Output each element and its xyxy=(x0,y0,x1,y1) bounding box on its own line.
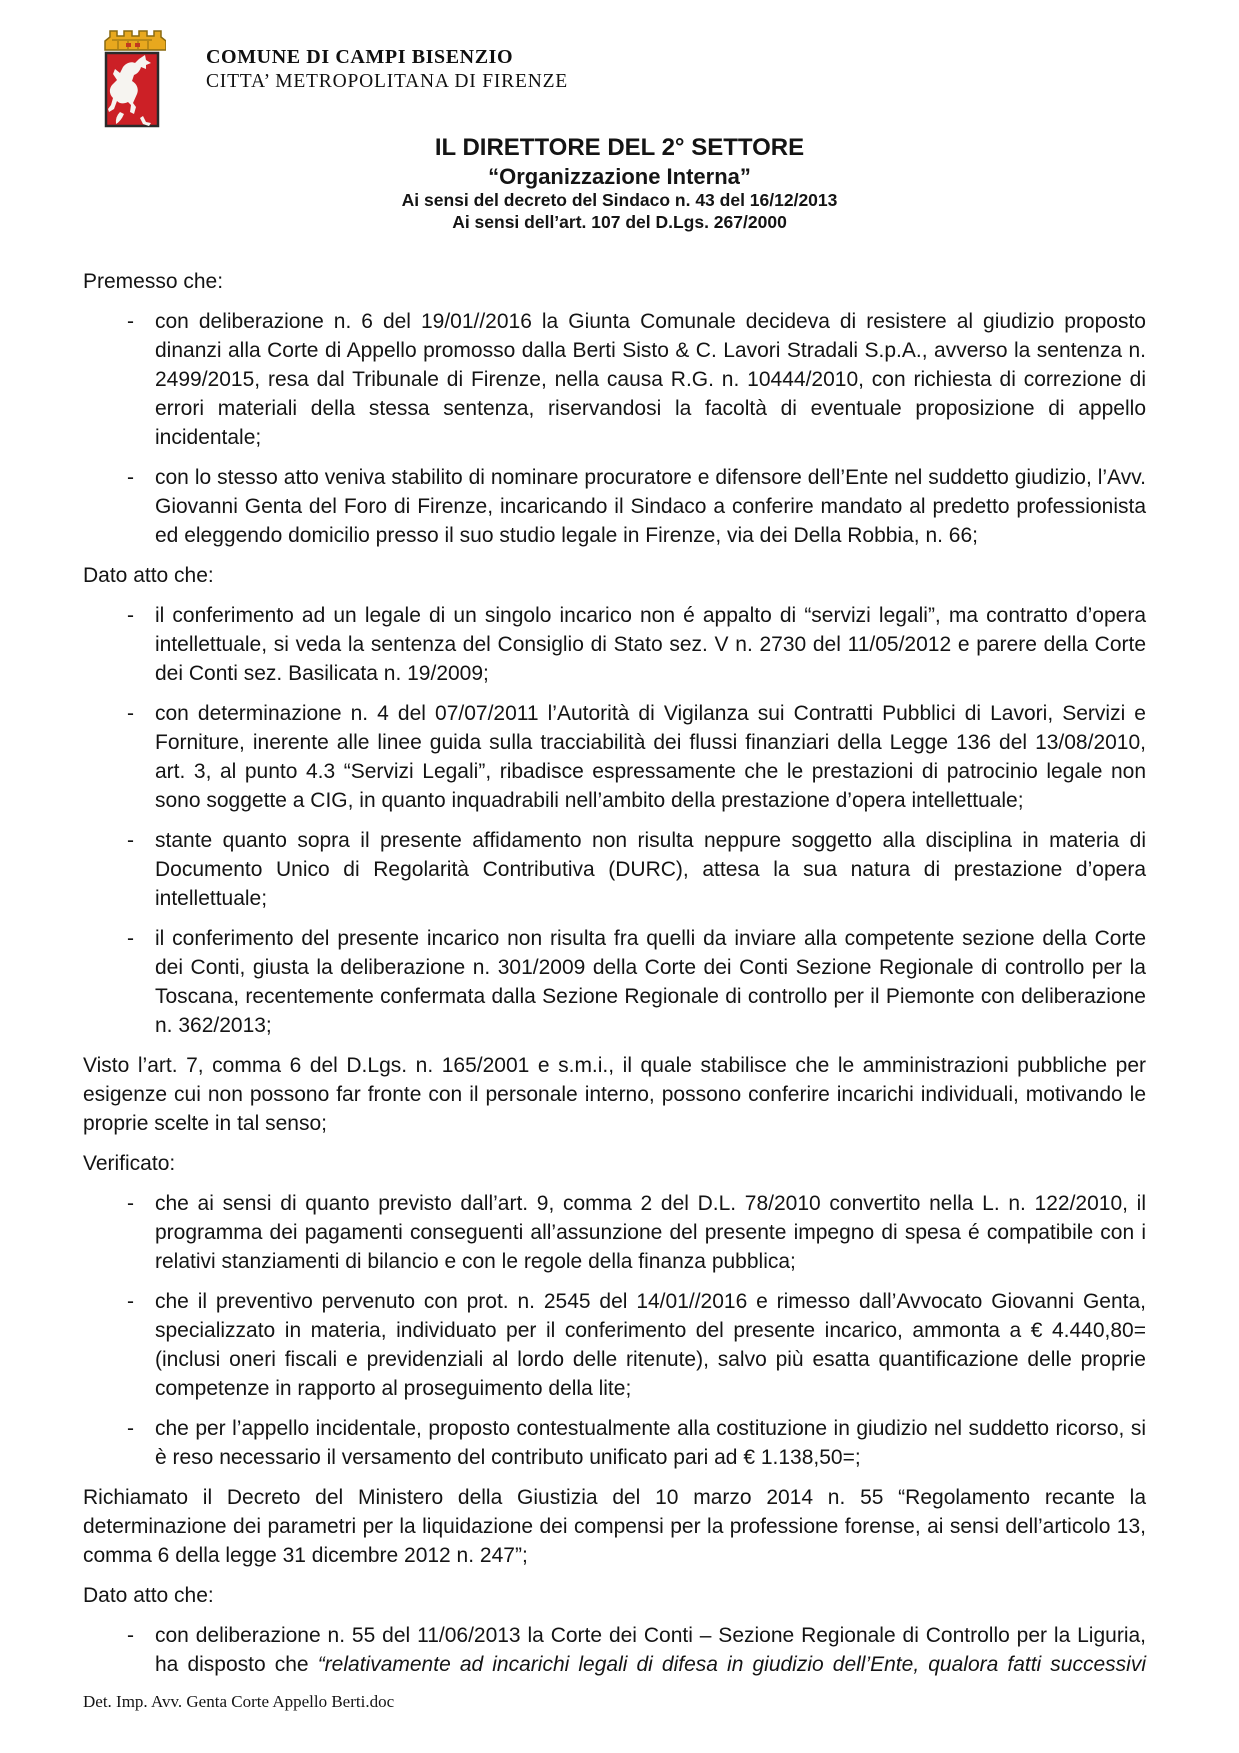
document-body xyxy=(83,267,1146,1690)
letterhead xyxy=(98,26,568,128)
body-paragraph: Verificato: xyxy=(83,1152,176,1175)
bullet-text-italic: “relativamente ad incarichi legali di difesa in giudizio dell’Ente, qualora fatti successivi xyxy=(317,1653,1147,1676)
title-reference-2: Ai sensi dell’art. 107 del D.Lgs. 267/2000 xyxy=(452,212,787,232)
crown-icon xyxy=(105,31,166,50)
bullet-item xyxy=(83,1621,1146,1679)
body-paragraph: Dato atto che: xyxy=(83,1584,214,1607)
bullet-item xyxy=(83,826,1146,913)
bullet-item xyxy=(83,463,1146,550)
bullet-text: con deliberazione n. 55 del 11/06/2013 la Corte dei Conti – Sezione Regionale di Controllo per la Liguria, ha disposto che xyxy=(155,1624,1146,1676)
bullet-dash: - xyxy=(127,927,134,950)
bullet-item xyxy=(83,601,1146,688)
body-paragraph: Richiamato il Decreto del Ministero della Giustizia del 10 marzo 2014 n. 55 “Regolamento recante la determinazione dei parametri per la liquidazione dei compensi per la professione forense, ai sensi dell’articolo 13, comma 6 della legge 31 dicembre 2012 n. 247”; xyxy=(83,1486,1146,1567)
footer-filename: Det. Imp. Avv. Genta Corte Appello Berti.doc xyxy=(83,1692,395,1711)
bullet-dash: - xyxy=(127,310,134,333)
title-block xyxy=(0,134,1239,233)
bullet-dash: - xyxy=(127,604,134,627)
org-subtitle: CITTA’ METROPOLITANA DI FIRENZE xyxy=(206,71,568,92)
bullet-item xyxy=(83,699,1146,815)
bullet-text: che il preventivo pervenuto con prot. n. 2545 del 14/01//2016 e rimesso dall’Avvocato Giovanni Genta, specializzato in materia, individuato per il conferimento del presente incarico, ammonta a € 4.440,80= (inclusi oneri fiscali e previdenziali al lordo delle ritenute), salvo più esatta quantificazione delle proprie competenze in rapporto al proseguimento della lite; xyxy=(155,1290,1146,1400)
bullet-item xyxy=(83,1287,1146,1403)
bullet-text: stante quanto sopra il presente affidamento non risulta neppure soggetto alla disciplina in materia di Documento Unico di Regolarità Contributiva (DURC), attesa la sua natura di prestazione d’opera intellettuale; xyxy=(155,829,1146,910)
bullet-item xyxy=(83,307,1146,452)
bullet-item xyxy=(83,1414,1146,1472)
bullet-text: il conferimento ad un legale di un singolo incarico non é appalto di “servizi legali”, ma contratto d’opera intellettuale, si veda la sentenza del Consiglio di Stato sez. V n. 2730 del 11/05/2012 e parere della Corte dei Conti sez. Basilicata n. 19/2009; xyxy=(155,604,1146,685)
municipal-coat-of-arms-icon xyxy=(98,26,166,128)
bullet-dash: - xyxy=(127,1192,134,1215)
title-reference-1: Ai sensi del decreto del Sindaco n. 43 del 16/12/2013 xyxy=(401,190,838,210)
bullet-dash: - xyxy=(127,702,134,725)
bullet-item xyxy=(83,924,1146,1040)
bullet-dash: - xyxy=(127,1290,134,1313)
body-paragraph: Premesso che: xyxy=(83,270,224,293)
bullet-item xyxy=(83,1189,1146,1276)
document-title: IL DIRETTORE DEL 2° SETTORE xyxy=(434,134,805,161)
bullet-text: che ai sensi di quanto previsto dall’art. 9, comma 2 del D.L. 78/2010 convertito nella L. n. 122/2010, il programma dei pagamenti conseguenti all’assunzione del presente impegno di spesa é compatibile con i relativi stanziamenti di bilancio e con le regole della finanza pubblica; xyxy=(155,1192,1146,1273)
bullet-text: con determinazione n. 4 del 07/07/2011 l’Autorità di Vigilanza sui Contratti Pubblici di Lavori, Servizi e Forniture, inerente alle linee guida sulla tracciabilità dei flussi finanziari della Legge 136 del 13/08/2010, art. 3, al punto 4.3 “Servizi Legali”, ribadisce espressamente che le prestazioni di patrocinio legale non sono soggette a CIG, in quanto inquadrabili nell’ambito della prestazione d’opera intellettuale; xyxy=(155,702,1146,812)
bullet-text: con deliberazione n. 6 del 19/01//2016 la Giunta Comunale decideva di resistere al giudizio proposto dinanzi alla Corte di Appello promosso dalla Berti Sisto & C. Lavori Stradali S.p.A., avverso la sentenza n. 2499/2015, resa dal Tribunale di Firenze, nella causa R.G. n. 10444/2010, con richiesta di correzione di errori materiali della stessa sentenza, riservandosi la facoltà di eventuale proposizione di appello incidentale; xyxy=(155,310,1146,449)
bullet-text: con lo stesso atto veniva stabilito di nominare procuratore e difensore dell’Ente nel suddetto giudizio, l’Avv. Giovanni Genta del Foro di Firenze, incaricando il Sindaco a conferire mandato al predetto professionista ed eleggendo domicilio presso il suo studio legale in Firenze, via dei Della Robbia, n. 66; xyxy=(155,466,1146,547)
shield-icon xyxy=(106,53,158,126)
org-name: COMUNE DI CAMPI BISENZIO xyxy=(206,46,514,68)
bullet-dash: - xyxy=(127,1624,134,1647)
bullet-dash: - xyxy=(127,829,134,852)
document-subtitle: “Organizzazione Interna” xyxy=(488,164,751,189)
org-text-block xyxy=(206,26,568,93)
bullet-dash: - xyxy=(127,1417,134,1440)
bullet-text: il conferimento del presente incarico non risulta fra quelli da inviare alla competente sezione della Corte dei Conti, giusta la deliberazione n. 301/2009 della Corte dei Conti Sezione Regionale di controllo per la Toscana, recentemente confermata dalla Sezione Regionale di controllo per il Piemonte con deliberazione n. 362/2013; xyxy=(155,927,1146,1037)
bullet-dash: - xyxy=(127,466,134,489)
body-paragraph: Dato atto che: xyxy=(83,564,214,587)
body-paragraph: Visto l’art. 7, comma 6 del D.Lgs. n. 165/2001 e s.m.i., il quale stabilisce che le amministrazioni pubbliche per esigenze cui non possono far fronte con il personale interno, possono conferire incarichi individuali, motivando le proprie scelte in tal senso; xyxy=(83,1054,1146,1135)
bullet-text: che per l’appello incidentale, proposto contestualmente alla costituzione in giudizio nel suddetto ricorso, si è reso necessario il versamento del contributo unificato pari ad € 1.138,50=; xyxy=(155,1417,1146,1469)
